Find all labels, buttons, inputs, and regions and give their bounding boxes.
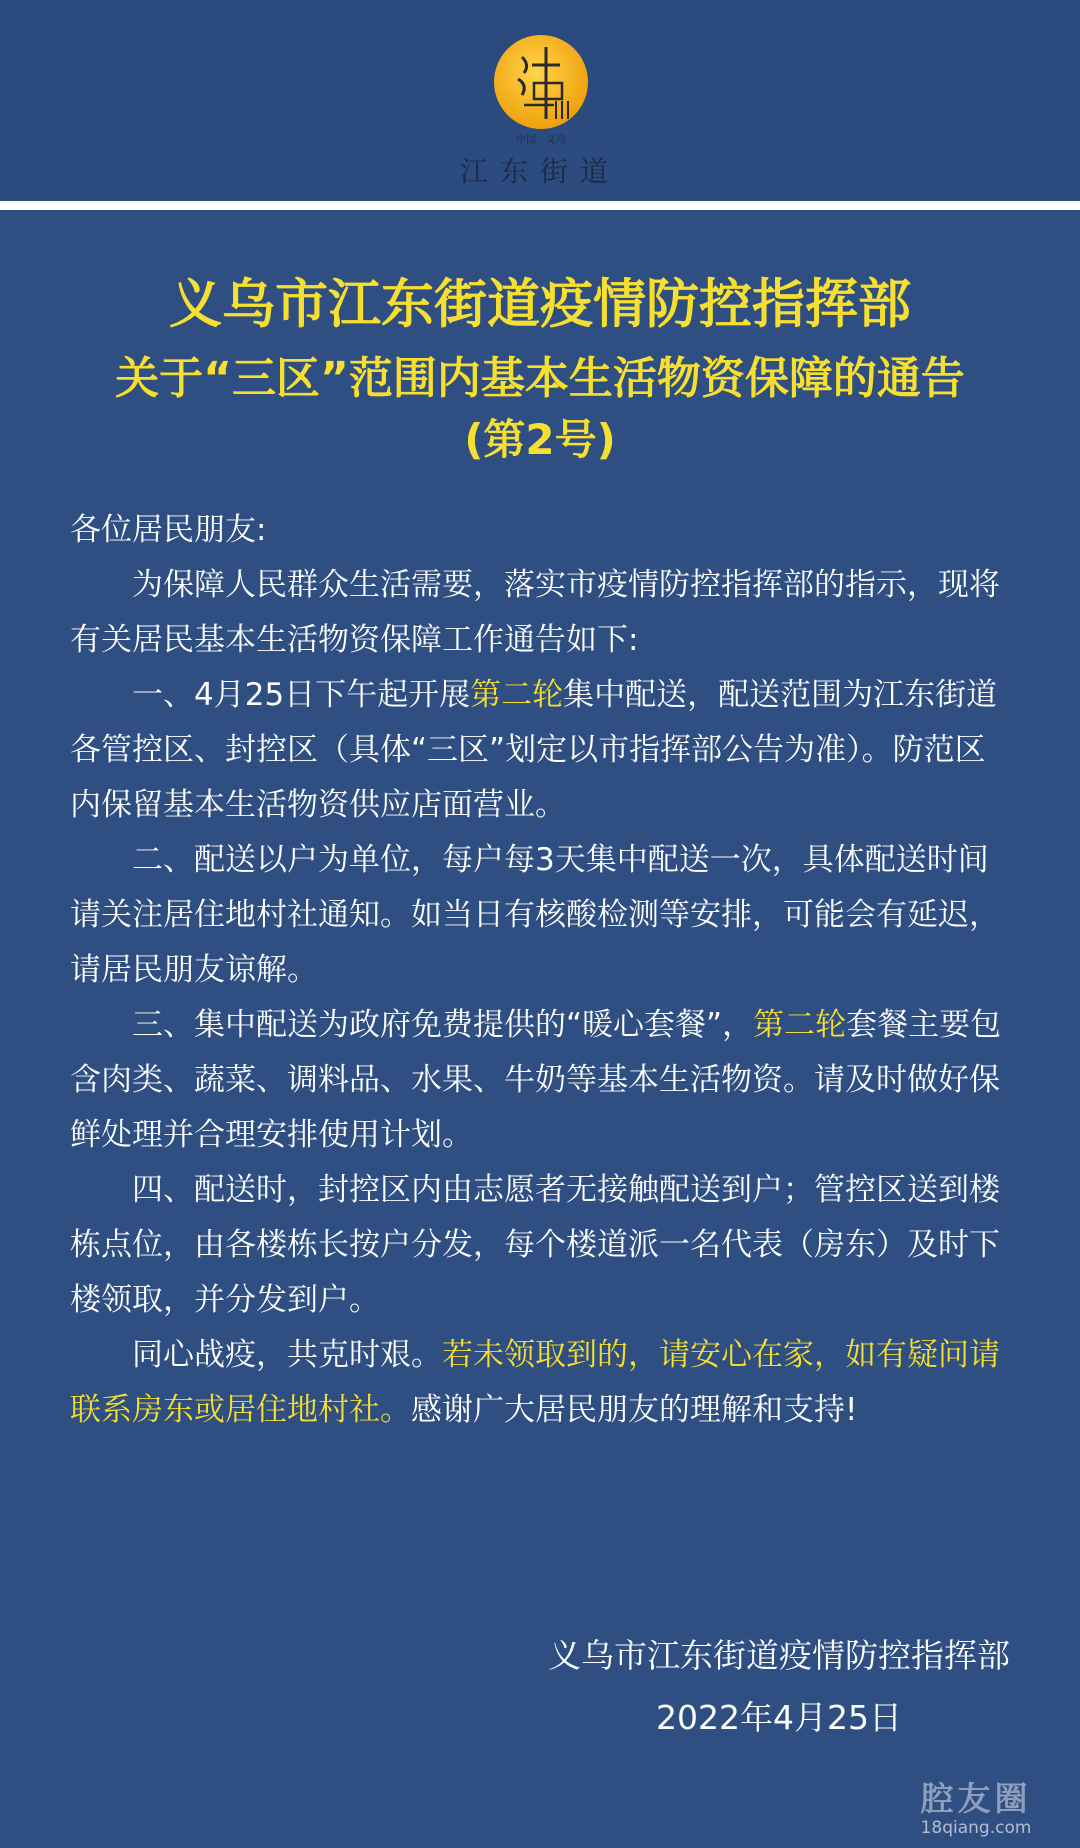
logo-calligraphy-icon [494,35,588,129]
item-3-text-b: 套餐主要包含肉类、蔬菜、调料品、水果、牛奶等基本生活物资。请及时做好保鲜处理并合理安排使用计划。 [70,1007,1002,1153]
greeting: 各位居民朋友: [70,512,267,548]
title-line-3: (第2号) [464,415,616,464]
title-line-2: 关于“三区”范围内基本生活物资保障的通告 [115,353,965,404]
notice-body [70,503,1010,1438]
logo-name: 江东街道 [459,155,620,188]
logo-subtext: 中国 · 义乌 [516,135,566,146]
jiangdong-logo [494,35,588,129]
closing-highlight: 若未领取到的，请安心在家，如有疑问请联系房东或居住地村社。 [70,1337,1000,1428]
item-1-paragraph [70,668,1010,833]
signature-org: 义乌市江东街道疫情防控指挥部 [548,1636,1010,1675]
item-3-text-a: 三、集中配送为政府免费提供的“暖心套餐”， [132,1007,754,1043]
item-1-text-a: 一、4月25日下午起开展 [132,677,471,713]
item-1-highlight: 第二轮 [470,677,564,713]
item-3-paragraph [70,998,1010,1163]
signature-date: 2022年4月25日 [656,1698,902,1737]
title-line-1: 义乌市江东街道疫情防控指挥部 [169,274,911,335]
header-divider [0,201,1080,210]
closing-text-b: 感谢广大居民朋友的理解和支持! [411,1392,858,1428]
intro-paragraph: 为保障人民群众生活需要，落实市疫情防控指挥部的指示，现将有关居民基本生活物资保障工作通告如下: [70,567,1000,658]
watermark [886,1773,1066,1838]
item-1-text-b: 集中配送，配送范围为江东街道各管控区、封控区（具体“三区”划定以市指挥部公告为准）。防范区内保留基本生活物资供应店面营业。 [70,677,998,823]
signature-block [548,1625,1010,1749]
item-2-paragraph: 二、配送以户为单位，每户每3天集中配送一次，具体配送时间请关注居住地村社通知。如当日有核酸检测等安排，可能会有延迟，请居民朋友谅解。 [70,842,1000,988]
closing-text-a: 同心战疫，共克时艰。 [132,1337,442,1373]
watermark-name: 腔友圈 [920,1779,1032,1818]
watermark-url: 18qiang.com [920,1818,1032,1838]
item-4-paragraph: 四、配送时，封控区内由志愿者无接触配送到户；管控区送到楼栋点位，由各楼栋长按户分发，每个楼道派一名代表（房东）及时下楼领取，并分发到户。 [70,1172,1000,1318]
header [0,0,1080,200]
closing-paragraph [70,1328,1010,1438]
item-3-highlight: 第二轮 [753,1007,847,1043]
